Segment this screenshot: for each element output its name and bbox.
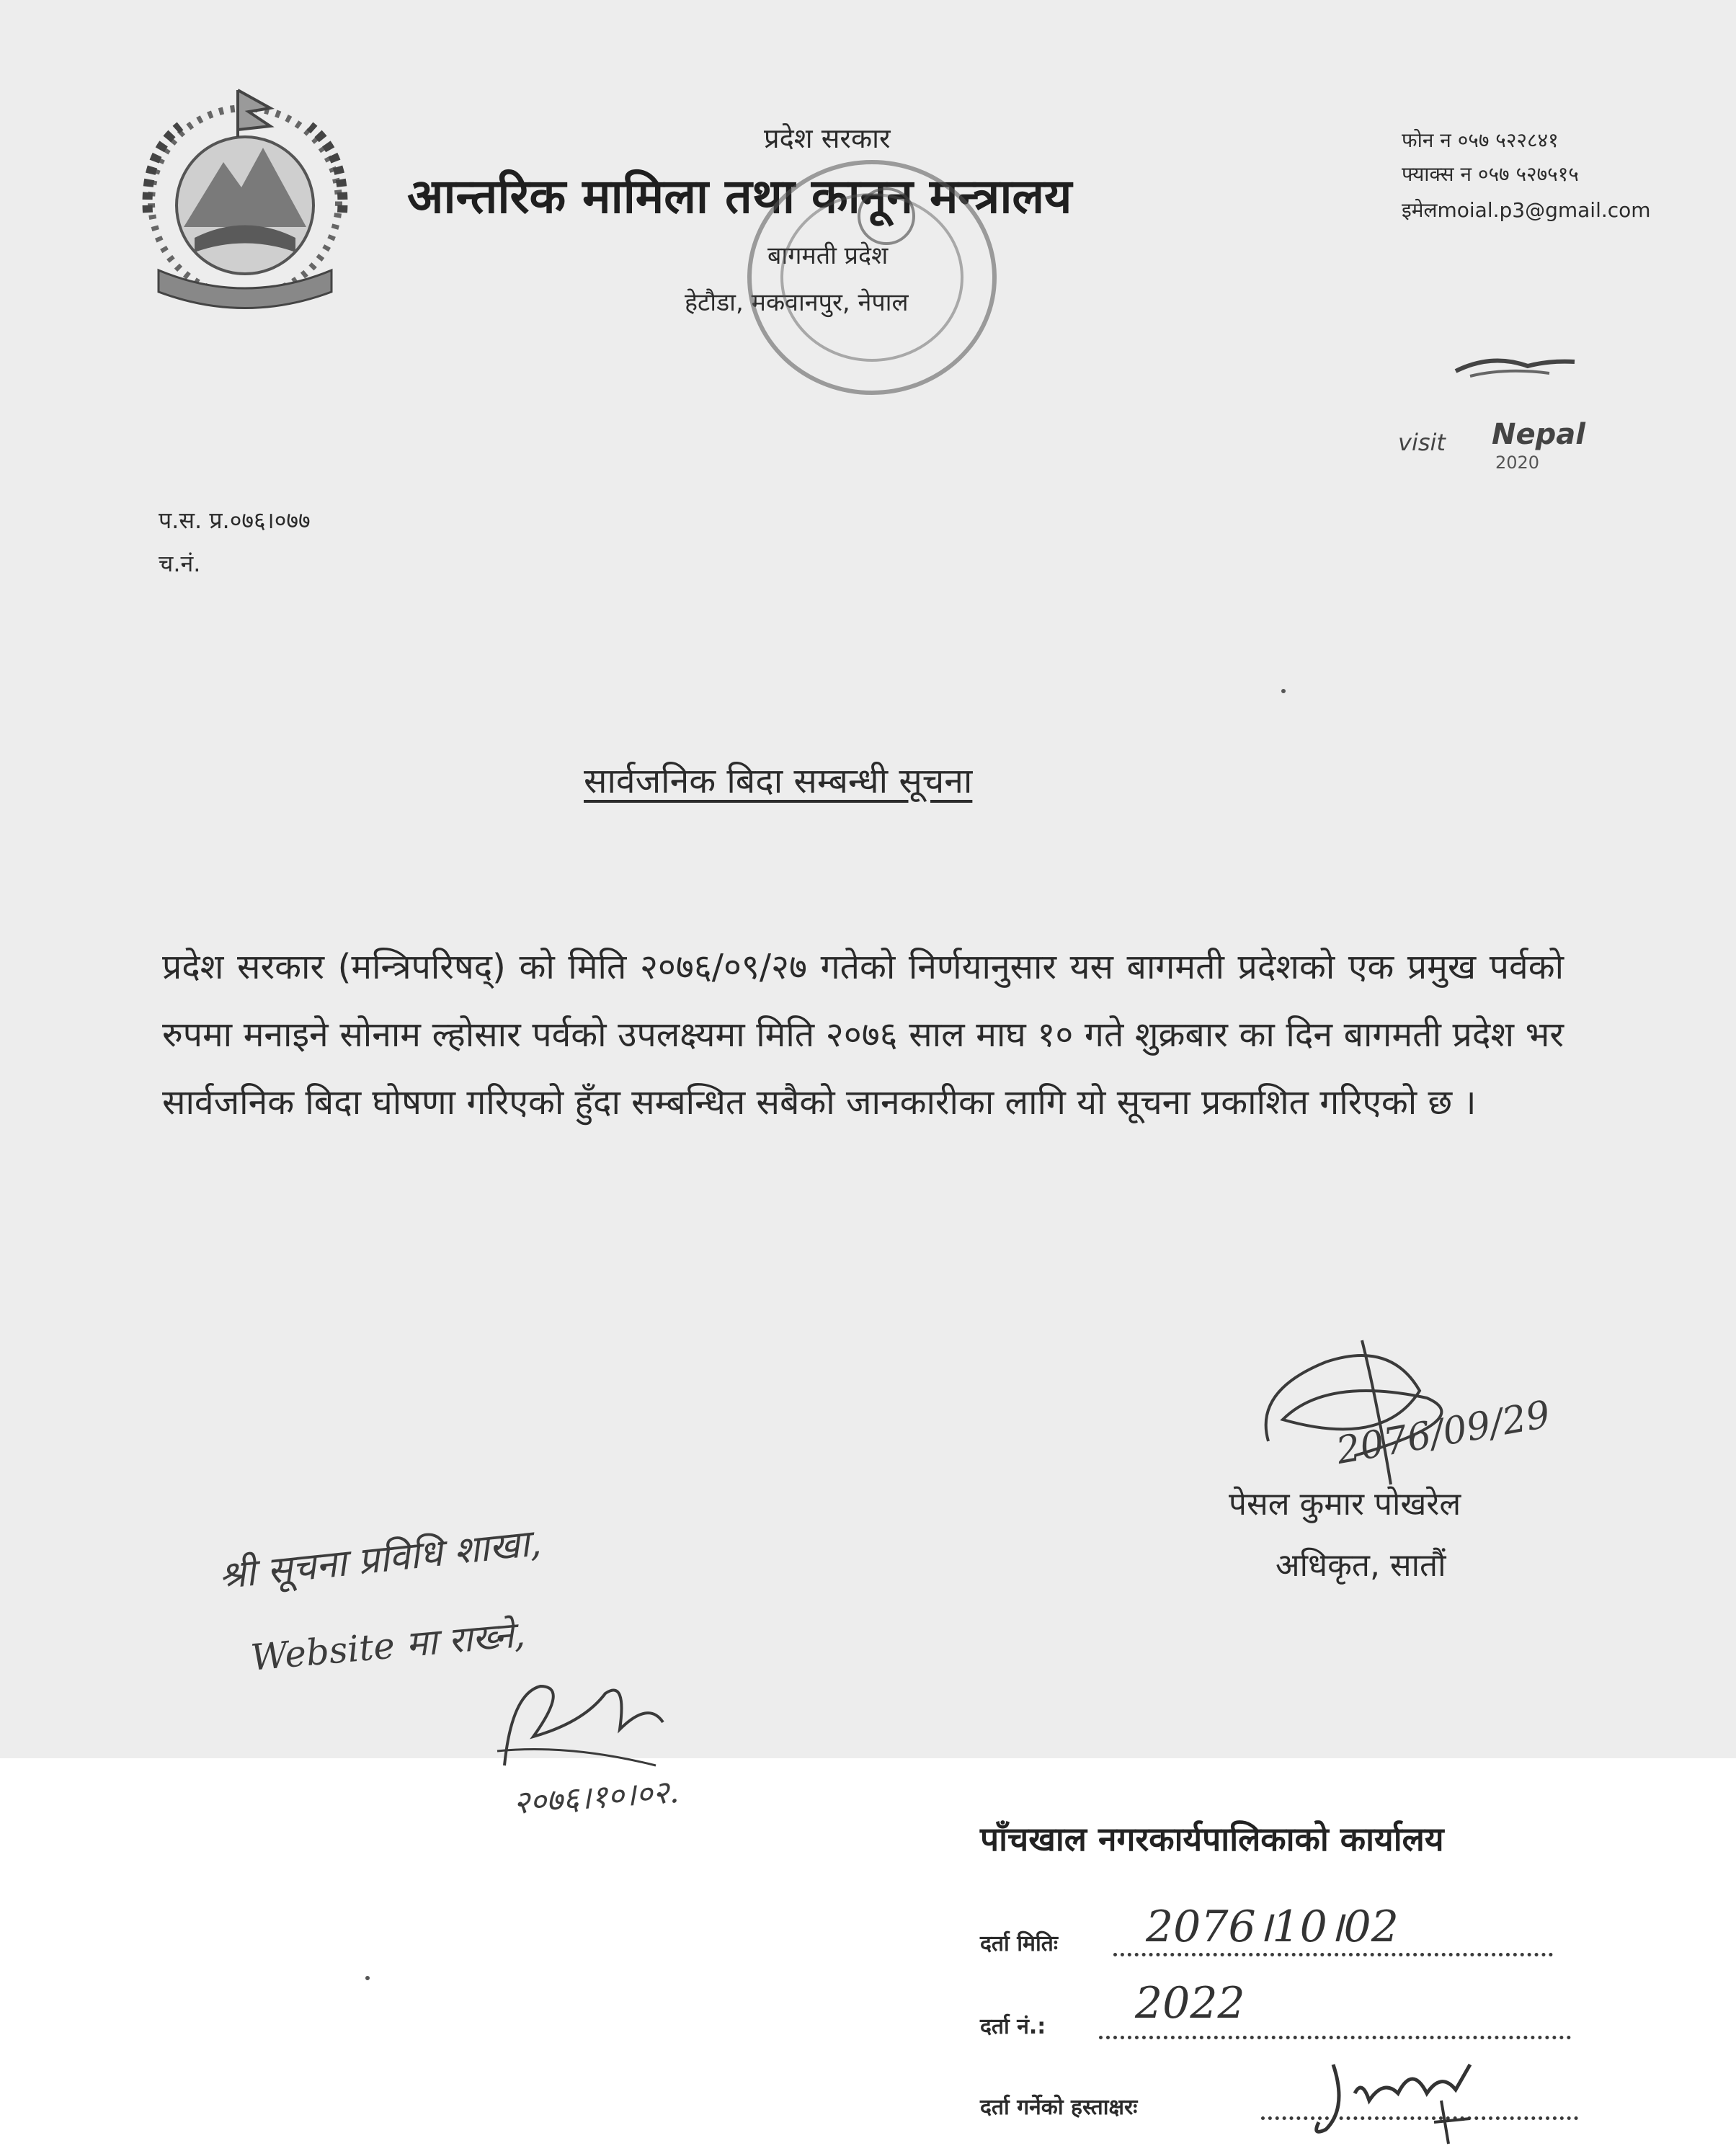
email-address: moial.p3@gmail.com xyxy=(1437,198,1651,222)
registration-date-value: 2076।10।02 xyxy=(1146,1902,1399,1952)
nepal-government-emblem xyxy=(115,68,375,328)
handwritten-note-date: २०७६।१०।०२. xyxy=(512,1773,680,1822)
registration-number-label: दर्ता नं.: xyxy=(980,2014,1046,2039)
nepal-text: Nepal xyxy=(1492,418,1585,451)
phone-number: फोन न ०५७ ५२२८४१ xyxy=(1402,128,1559,152)
ministry-stamp xyxy=(706,141,1038,443)
year-text: 2020 xyxy=(1495,453,1540,473)
registration-office: पाँचखाल नगरकार्यपालिकाको कार्यालय xyxy=(980,1820,1444,1858)
registration-date-label: दर्ता मितिः xyxy=(980,1931,1058,1956)
signatory-designation: अधिकृत, सातौं xyxy=(1276,1547,1446,1584)
fax-number: फ्याक्स न ०५७ ५२७५१५ xyxy=(1402,162,1579,186)
government-label: प्रदेश सरकार xyxy=(764,123,891,154)
registrar-signature-label: दर्ता गर्नेको हस्ताक्षरः xyxy=(980,2095,1138,2120)
signature-date: 2076/09/29 xyxy=(1333,1392,1554,1474)
handwritten-note-line1: श्री सूचना प्रविधि शाखा, xyxy=(216,1521,543,1598)
registration-number-value: 2022 xyxy=(1135,1978,1245,2028)
bird-icon xyxy=(1441,346,1585,389)
address-label: हेटौडा, मकवानपुर, नेपाल xyxy=(685,288,909,317)
dotted-line xyxy=(1099,2036,1571,2039)
signature-mark xyxy=(1239,1311,1672,1499)
ministry-title: आन्तरिक मामिला तथा कानून मन्त्रालय xyxy=(407,169,1072,224)
notice-body: प्रदेश सरकार (मन्त्रिपरिषद्) को मिति २०७६/०९/२७ गतेको निर्णयानुसार यस बागमती प्रदेशको एक प्रमुख पर्वको रुपमा मनाइने सोनाम ल्होसार पर्वको उपलक्ष्यमा मिति २०७६ साल माघ १० गते शुक्रबार का दिन बागमती प्रदेश भर सार्वजनिक बिदा घोषणा गरिएको हुँदा सम्बन्धित सबैको जानकारीका लागि यो सूचना प्रकाशित गरिएको छ । xyxy=(162,947,1564,1123)
email-line xyxy=(1402,196,1651,223)
handwritten-note-line2: Website मा राख्ने, xyxy=(249,1613,527,1679)
email-label: इमेल xyxy=(1402,198,1438,222)
dispatch-number: च.नं. xyxy=(159,550,201,577)
letter-reference-number: प.स. प्र.०७६।०७७ xyxy=(159,507,311,534)
scan-speck xyxy=(1281,689,1286,693)
scan-speck xyxy=(365,1976,370,1980)
visit-text: visit xyxy=(1398,429,1446,456)
province-label: बागमती प्रदेश xyxy=(767,241,889,270)
visit-nepal-logo xyxy=(1398,346,1614,476)
handwritten-initials xyxy=(483,1665,685,1787)
signatory-name: पेसल कुमार पोखरेल xyxy=(1229,1486,1461,1523)
registrar-signature xyxy=(1304,2050,1506,2147)
notice-title: सार्वजनिक बिदा सम्बन्धी सूचना xyxy=(584,761,973,801)
